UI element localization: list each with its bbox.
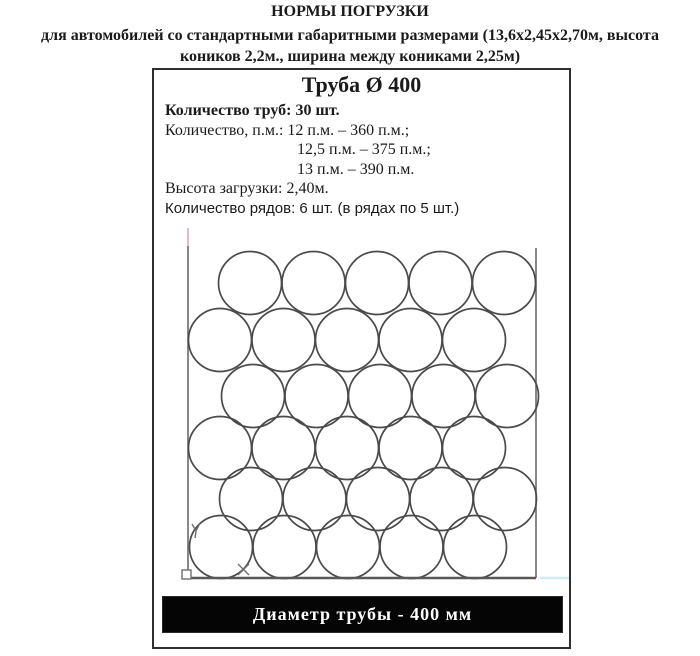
pipe-circle-r5-c4 xyxy=(410,468,473,531)
spec-meters-line3: 13 п.м. – 390 п.м. xyxy=(297,160,415,178)
diameter-banner xyxy=(162,596,563,633)
spec-pipes-count: Количество труб: 30 шт. xyxy=(165,102,340,119)
pipe-circle-r2-c3 xyxy=(316,309,379,372)
page-subtitle-line2: коников 2,2м., ширина между кониками 2,25м) xyxy=(179,48,521,65)
spec-meters-line2: 12,5 п.м. – 375 п.м.; xyxy=(297,141,431,158)
pipe-circle-r2-c2 xyxy=(252,309,315,372)
page-title: НОРМЫ ПОГРУЗКИ xyxy=(271,3,429,20)
spec-panel xyxy=(152,68,571,649)
spec-rows-count: Количество рядов: 6 шт. (в рядах по 5 шт.) xyxy=(165,199,460,217)
pipe-circle-r6-c5 xyxy=(444,516,507,579)
page-subtitle xyxy=(10,25,690,67)
pipe-circle-r1-c3 xyxy=(346,252,409,315)
pipe-circle-r2-c5 xyxy=(443,309,506,372)
spec-lines xyxy=(165,101,565,218)
x-axis-marker-icon xyxy=(238,564,249,575)
pipe-circle-r5-c5 xyxy=(474,468,537,531)
pipe-circle-r1-c4 xyxy=(409,252,472,315)
spec-meters-line1: Количество, п.м.: 12 п.м. – 360 п.м.; xyxy=(165,121,410,139)
pipe-circle-r1-c5 xyxy=(473,252,536,315)
pipe-size-title: Труба Ø 400 xyxy=(301,72,422,97)
spec-load-height: Высота загрузки: 2,40м. xyxy=(165,180,329,197)
pipe-circle-r5-c1 xyxy=(220,468,283,531)
pipe-circle-r2-c4 xyxy=(379,309,442,372)
pipe-circle-r6-c3 xyxy=(317,516,380,579)
page-subtitle-line1: для автомобилей со стандартными габаритными размерами (13,6х2,45х2,70м, высота xyxy=(41,27,659,44)
pipe-circle-r1-c2 xyxy=(282,252,345,315)
pipe-circle-r5-c2 xyxy=(283,468,346,531)
pipe-circle-r6-c4 xyxy=(380,516,443,579)
ucs-origin-square-icon xyxy=(182,570,191,579)
pipe-circle-r1-c1 xyxy=(219,252,282,315)
pipe-stacking-diagram xyxy=(154,218,571,590)
diameter-banner-text: Диаметр трубы - 400 мм xyxy=(252,604,473,624)
pipe-circle-r2-c1 xyxy=(189,309,252,372)
pipe-circle-r5-c3 xyxy=(347,468,410,531)
pipe-circle-r4-c1 xyxy=(189,417,252,480)
pipe-circle-r6-c2 xyxy=(253,516,316,579)
